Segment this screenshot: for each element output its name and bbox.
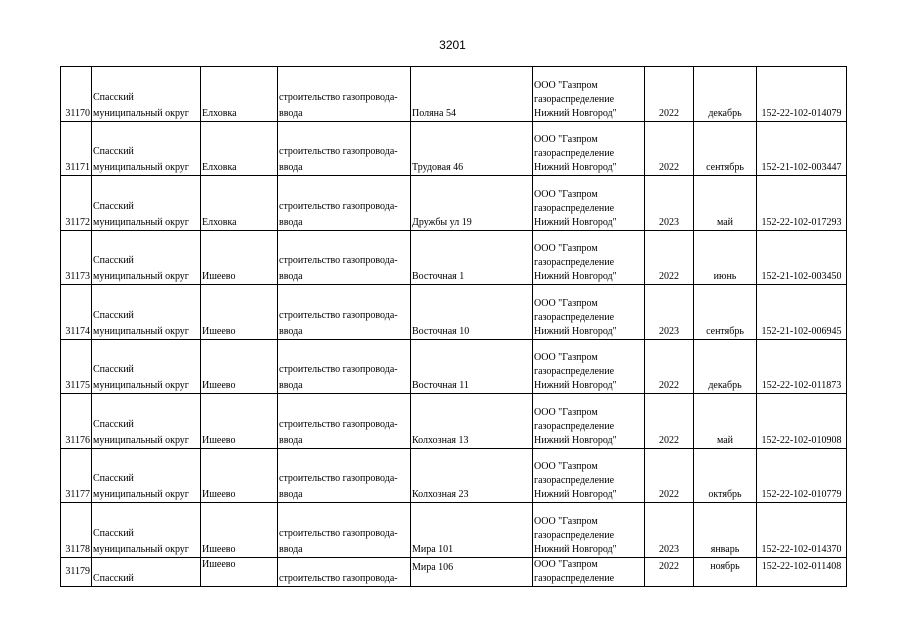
address-cell	[411, 503, 533, 558]
district-cell	[92, 67, 201, 122]
organization-cell	[533, 176, 645, 231]
cell-text-num: 31176	[65, 434, 90, 446]
code-cell	[757, 394, 847, 449]
locality-cell	[201, 285, 278, 340]
cell-text-locality: Елховка	[202, 107, 237, 119]
cell-text-work-1: строительство газопровода-	[279, 200, 398, 212]
cell-text-org-3: Нижний Новгород"	[534, 489, 617, 500]
district-cell	[92, 448, 201, 503]
page-number: 3201	[439, 38, 466, 52]
district-cell	[92, 394, 201, 449]
district-cell	[92, 557, 201, 586]
cell-text-district-1: Спасский	[93, 255, 134, 266]
district-cell	[92, 230, 201, 285]
row-number	[61, 176, 92, 231]
cell-text-locality: Ишеево	[202, 434, 236, 446]
cell-text-month: июнь	[713, 271, 737, 282]
table-row	[61, 285, 847, 340]
cell-text-year: 2022	[659, 489, 679, 500]
cell-text-address: Мира 106	[412, 561, 454, 573]
month-cell	[694, 394, 757, 449]
cell-text-district-1: Спасский	[93, 418, 134, 430]
address-cell	[411, 557, 533, 586]
cell-text-month: декабрь	[708, 107, 742, 119]
cell-text-year: 2022	[659, 434, 679, 446]
organization-cell	[533, 448, 645, 503]
address-cell	[411, 176, 533, 231]
cell-text-address: Поляна 54	[412, 107, 456, 119]
cell-text-locality: Ишеево	[202, 325, 236, 337]
cell-text-month: сентябрь	[706, 162, 744, 173]
table-row	[61, 503, 847, 558]
district-cell	[92, 285, 201, 340]
cell-text-org-3: Нижний Новгород"	[534, 380, 617, 391]
cell-text-code: 152-22-102-010779	[761, 489, 842, 500]
cell-text-month: октябрь	[708, 489, 742, 500]
cell-text-year: 2023	[659, 216, 679, 228]
row-number	[61, 285, 92, 340]
cell-text-work-1: строительство газопровода-	[279, 146, 398, 157]
cell-text-address: Восточная 10	[412, 325, 470, 337]
code-cell	[757, 557, 847, 586]
cell-text-address: Восточная 1	[412, 271, 465, 282]
cell-text-address: Колхозная 23	[412, 489, 469, 500]
cell-text-num: 31175	[65, 380, 90, 391]
cell-text-work-2: ввода	[279, 107, 303, 119]
cell-text-org-2: газораспределение	[534, 529, 615, 541]
cell-text-district-2: муниципальный округ	[93, 162, 189, 173]
table-row	[61, 67, 847, 122]
row-number	[61, 67, 92, 122]
year-cell	[645, 176, 694, 231]
cell-text-work-1: строительство газопровода-	[279, 91, 398, 103]
year-cell	[645, 339, 694, 394]
cell-text-num: 31172	[65, 216, 90, 228]
locality-cell	[201, 503, 278, 558]
cell-text-district-1: Спасский	[93, 572, 134, 584]
code-cell	[757, 503, 847, 558]
code-cell	[757, 339, 847, 394]
year-cell	[645, 230, 694, 285]
cell-text-locality: Ишеево	[202, 543, 236, 555]
cell-text-org-2: газораспределение	[534, 572, 615, 584]
cell-text-num: 31170	[65, 107, 90, 119]
cell-text-work-1: строительство газопровода-	[279, 418, 398, 430]
cell-text-code: 152-22-102-014079	[761, 107, 842, 119]
code-cell	[757, 230, 847, 285]
cell-text-org-1: ООО "Газпром	[534, 297, 598, 309]
cell-text-work-2: ввода	[279, 162, 303, 173]
cell-text-locality: Ишеево	[202, 380, 236, 391]
cell-text-code: 152-22-102-017293	[761, 216, 842, 228]
cell-text-org-2: газораспределение	[534, 475, 615, 486]
cell-text-work-2: ввода	[279, 325, 303, 337]
locality-cell	[201, 557, 278, 586]
year-cell	[645, 394, 694, 449]
cell-text-address: Восточная 11	[412, 380, 469, 391]
row-number	[61, 448, 92, 503]
cell-text-locality: Ишеево	[202, 271, 236, 282]
cell-text-org-3: Нижний Новгород"	[534, 107, 617, 119]
cell-text-org-2: газораспределение	[534, 311, 615, 323]
locality-cell	[201, 339, 278, 394]
cell-text-year: 2022	[659, 560, 679, 572]
work-type-cell	[278, 285, 411, 340]
cell-text-work-2: ввода	[279, 380, 303, 391]
cell-text-district-1: Спасский	[93, 309, 134, 321]
month-cell	[694, 176, 757, 231]
table-row	[61, 448, 847, 503]
address-cell	[411, 448, 533, 503]
organization-cell	[533, 67, 645, 122]
code-cell	[757, 285, 847, 340]
code-cell	[757, 176, 847, 231]
cell-text-code: 152-21-102-003447	[761, 162, 842, 173]
district-cell	[92, 176, 201, 231]
cell-text-org-1: ООО "Газпром	[534, 352, 598, 363]
registry-table	[60, 66, 847, 587]
cell-text-org-1: ООО "Газпром	[534, 188, 598, 200]
cell-text-org-1: ООО "Газпром	[534, 406, 598, 418]
cell-text-district-1: Спасский	[93, 473, 134, 484]
month-cell	[694, 503, 757, 558]
cell-text-district-2: муниципальный округ	[93, 107, 189, 119]
cell-text-district-2: муниципальный округ	[93, 216, 189, 228]
cell-text-org-3: Нижний Новгород"	[534, 325, 617, 337]
code-cell	[757, 448, 847, 503]
locality-cell	[201, 121, 278, 176]
row-number	[61, 230, 92, 285]
cell-text-year: 2022	[659, 271, 679, 282]
cell-text-work-1: строительство газопровода-	[279, 527, 398, 539]
cell-text-org-2: газораспределение	[534, 366, 615, 377]
month-cell	[694, 285, 757, 340]
row-number	[61, 394, 92, 449]
address-cell	[411, 394, 533, 449]
locality-cell	[201, 230, 278, 285]
cell-text-year: 2022	[659, 107, 679, 119]
cell-text-code: 152-22-102-011873	[761, 380, 842, 391]
year-cell	[645, 448, 694, 503]
cell-text-locality: Елховка	[202, 162, 237, 173]
cell-text-work-2: ввода	[279, 543, 303, 555]
organization-cell	[533, 121, 645, 176]
cell-text-org-1: ООО "Газпром	[534, 558, 598, 570]
table-row	[61, 394, 847, 449]
cell-text-work-1: строительство газопровода-	[279, 364, 398, 375]
cell-text-year: 2022	[659, 380, 679, 391]
cell-text-num: 31173	[65, 271, 90, 282]
month-cell	[694, 339, 757, 394]
year-cell	[645, 503, 694, 558]
cell-text-org-2: газораспределение	[534, 93, 615, 105]
table-row	[61, 121, 847, 176]
table-row	[61, 230, 847, 285]
cell-text-month: январь	[710, 543, 740, 555]
cell-text-address: Колхозная 13	[412, 434, 469, 446]
cell-text-address: Мира 101	[412, 543, 454, 555]
table-row	[61, 339, 847, 394]
cell-text-year: 2023	[659, 543, 679, 555]
cell-text-address: Дружбы ул 19	[412, 216, 472, 228]
table-row	[61, 557, 847, 586]
address-cell	[411, 230, 533, 285]
cell-text-year: 2022	[659, 162, 679, 173]
address-cell	[411, 285, 533, 340]
cell-text-org-2: газораспределение	[534, 148, 615, 159]
cell-text-org-2: газораспределение	[534, 420, 615, 432]
address-cell	[411, 339, 533, 394]
organization-cell	[533, 394, 645, 449]
cell-text-work-2: ввода	[279, 216, 303, 228]
work-type-cell	[278, 67, 411, 122]
district-cell	[92, 339, 201, 394]
cell-text-month: май	[716, 434, 734, 446]
year-cell	[645, 67, 694, 122]
work-type-cell	[278, 121, 411, 176]
locality-cell	[201, 448, 278, 503]
cell-text-org-2: газораспределение	[534, 257, 615, 268]
cell-text-district-2: муниципальный округ	[93, 380, 189, 391]
cell-text-work-1: строительство газопровода-	[279, 572, 398, 584]
cell-text-district-2: муниципальный округ	[93, 489, 189, 500]
cell-text-district-2: муниципальный округ	[93, 543, 189, 555]
work-type-cell	[278, 503, 411, 558]
cell-text-work-2: ввода	[279, 434, 303, 446]
cell-text-district-2: муниципальный округ	[93, 434, 189, 446]
code-cell	[757, 67, 847, 122]
cell-text-work-2: ввода	[279, 489, 303, 500]
cell-text-locality: Елховка	[202, 216, 237, 228]
cell-text-code: 152-22-102-014370	[761, 543, 842, 555]
month-cell	[694, 121, 757, 176]
work-type-cell	[278, 176, 411, 231]
cell-text-num: 31171	[65, 162, 90, 173]
organization-cell	[533, 339, 645, 394]
year-cell	[645, 557, 694, 586]
cell-text-org-1: ООО "Газпром	[534, 515, 598, 527]
registry-rows	[61, 67, 847, 587]
address-cell	[411, 67, 533, 122]
work-type-cell	[278, 394, 411, 449]
cell-text-num: 31179	[65, 565, 90, 577]
organization-cell	[533, 230, 645, 285]
cell-text-district-2: муниципальный округ	[93, 325, 189, 337]
cell-text-locality: Ишеево	[202, 489, 236, 500]
cell-text-district-1: Спасский	[93, 364, 134, 375]
cell-text-org-2: газораспределение	[534, 202, 615, 214]
organization-cell	[533, 503, 645, 558]
cell-text-address: Трудовая 46	[412, 162, 464, 173]
cell-text-num: 31178	[65, 543, 90, 555]
cell-text-code: 152-21-102-006945	[761, 325, 842, 337]
cell-text-num: 31174	[65, 325, 90, 337]
cell-text-org-3: Нижний Новгород"	[534, 271, 617, 282]
cell-text-code: 152-22-102-011408	[761, 560, 842, 572]
address-cell	[411, 121, 533, 176]
month-cell	[694, 230, 757, 285]
organization-cell	[533, 557, 645, 586]
cell-text-district-1: Спасский	[93, 527, 134, 539]
cell-text-month: декабрь	[708, 380, 742, 391]
work-type-cell	[278, 557, 411, 586]
cell-text-org-1: ООО "Газпром	[534, 243, 598, 254]
cell-text-district-1: Спасский	[93, 146, 134, 157]
locality-cell	[201, 176, 278, 231]
organization-cell	[533, 285, 645, 340]
cell-text-work-1: строительство газопровода-	[279, 309, 398, 321]
cell-text-district-2: муниципальный округ	[93, 271, 189, 282]
cell-text-district-1: Спасский	[93, 200, 134, 212]
locality-cell	[201, 394, 278, 449]
cell-text-org-3: Нижний Новгород"	[534, 434, 617, 446]
cell-text-locality: Ишеево	[202, 558, 236, 570]
row-number	[61, 503, 92, 558]
cell-text-org-1: ООО "Газпром	[534, 134, 598, 145]
work-type-cell	[278, 339, 411, 394]
cell-text-code: 152-21-102-003450	[761, 271, 842, 282]
year-cell	[645, 121, 694, 176]
locality-cell	[201, 67, 278, 122]
table-row	[61, 176, 847, 231]
cell-text-work-2: ввода	[279, 271, 303, 282]
row-number	[61, 557, 92, 586]
month-cell	[694, 557, 757, 586]
district-cell	[92, 503, 201, 558]
row-number	[61, 121, 92, 176]
month-cell	[694, 448, 757, 503]
cell-text-month: сентябрь	[706, 325, 744, 337]
cell-text-org-3: Нижний Новгород"	[534, 216, 617, 228]
cell-text-month: май	[716, 216, 734, 228]
cell-text-org-1: ООО "Газпром	[534, 79, 598, 91]
cell-text-month: ноябрь	[710, 560, 740, 572]
cell-text-district-1: Спасский	[93, 91, 134, 103]
cell-text-org-1: ООО "Газпром	[534, 461, 598, 472]
work-type-cell	[278, 230, 411, 285]
cell-text-year: 2023	[659, 325, 679, 337]
cell-text-work-1: строительство газопровода-	[279, 255, 398, 266]
cell-text-work-1: строительство газопровода-	[279, 473, 398, 484]
cell-text-num: 31177	[65, 489, 90, 500]
month-cell	[694, 67, 757, 122]
cell-text-org-3: Нижний Новгород"	[534, 162, 617, 173]
cell-text-code: 152-22-102-010908	[761, 434, 842, 446]
year-cell	[645, 285, 694, 340]
code-cell	[757, 121, 847, 176]
row-number	[61, 339, 92, 394]
district-cell	[92, 121, 201, 176]
work-type-cell	[278, 448, 411, 503]
cell-text-org-3: Нижний Новгород"	[534, 543, 617, 555]
